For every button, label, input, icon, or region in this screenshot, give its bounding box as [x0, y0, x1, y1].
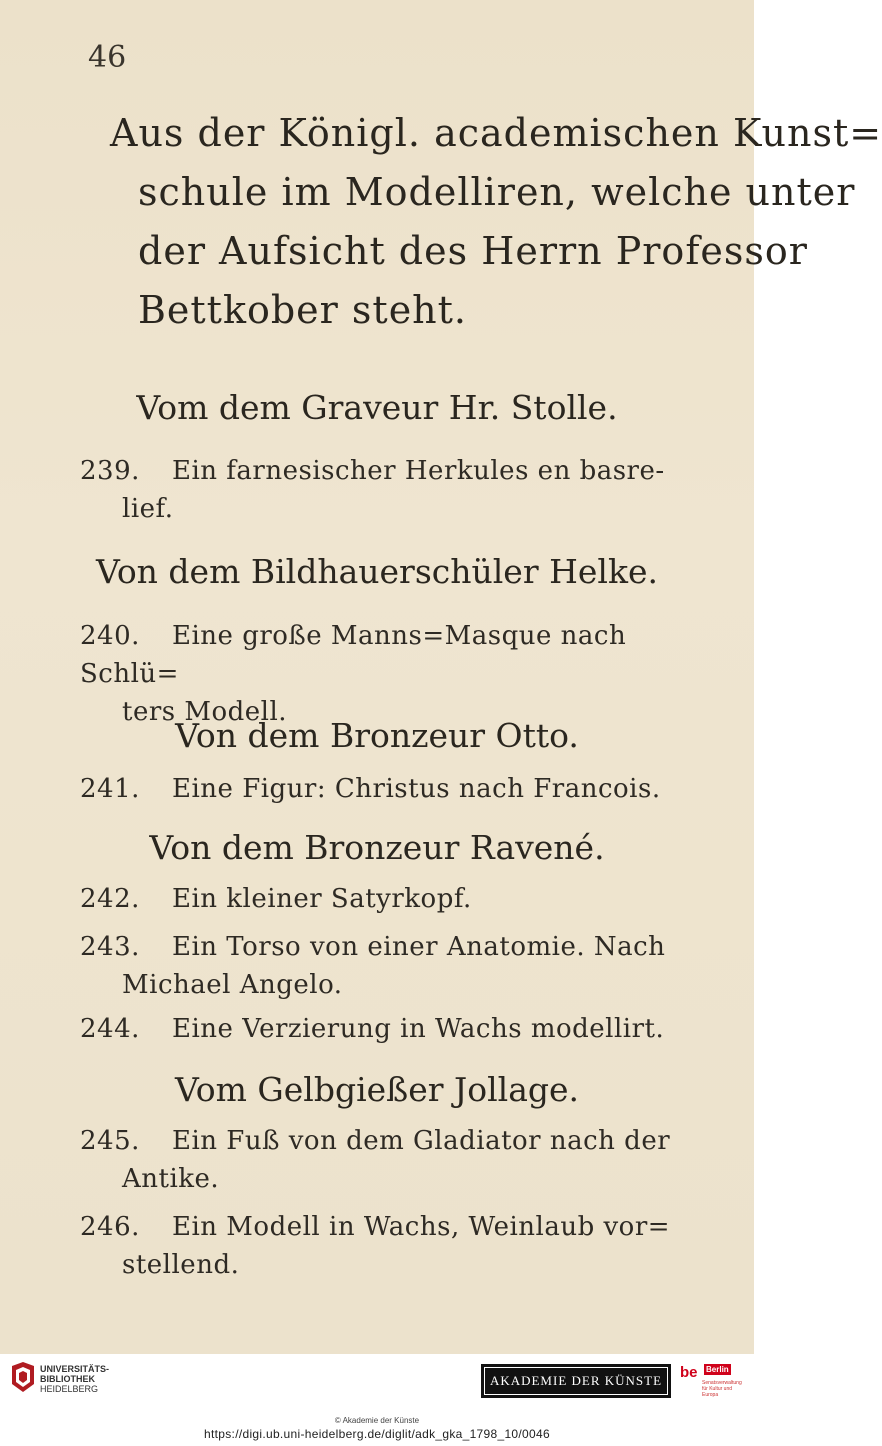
akademie-der-kuenste-logo[interactable]	[481, 1364, 671, 1398]
permalink-url[interactable]: https://digi.ub.uni-heidelberg.de/diglit/adk_gka_1798_10/0046	[204, 1427, 550, 1441]
entry-text: stellend.	[122, 1250, 240, 1280]
entry-text: Ein Modell in Wachs, Weinlaub vor=	[172, 1212, 671, 1242]
catalog-entry	[80, 617, 720, 731]
section-title: Von dem Bronzeur Ravené.	[149, 828, 605, 867]
adk-label: AKADEMIE DER KÜNSTE	[484, 1367, 668, 1395]
entry-number: 239.	[80, 456, 140, 486]
berlin-senate-text: Senatsverwaltung für Kultur und Europa	[702, 1380, 742, 1398]
ub-line: HEIDELBERG	[40, 1384, 99, 1394]
entry-text: Eine Verzierung in Wachs modellirt.	[172, 1014, 665, 1044]
heading-line: Bettkober steht.	[138, 288, 467, 332]
catalog-entry	[80, 1010, 720, 1048]
berlin-be-mark: be	[680, 1364, 698, 1381]
ub-heidelberg-logo-icon[interactable]	[10, 1362, 36, 1402]
entry-text: Antike.	[122, 1164, 220, 1194]
section-title: Von dem Bronzeur Otto.	[175, 716, 579, 755]
entry-number: 240.	[80, 621, 140, 651]
catalog-entry	[80, 452, 720, 528]
entry-text: Eine große Manns=Masque nach Schlü=	[80, 621, 627, 689]
catalog-entry	[80, 1122, 720, 1198]
entry-text: ters Modell.	[122, 697, 288, 727]
heading-line: schule im Modelliren, welche unter	[138, 170, 856, 214]
entry-number: 245.	[80, 1126, 140, 1156]
section-title: Von dem Bildhauerschüler Helke.	[96, 552, 658, 591]
ub-line: UNIVERSITÄTS-	[40, 1364, 110, 1374]
catalog-entry	[80, 1208, 720, 1284]
page-number: 46	[88, 40, 127, 75]
ub-heidelberg-label[interactable]	[40, 1364, 109, 1394]
entry-text: Ein farnesischer Herkules en basre-	[172, 456, 665, 486]
entry-number: 243.	[80, 932, 140, 962]
entry-number: 246.	[80, 1212, 140, 1242]
entry-text: Eine Figur: Christus nach Francois.	[172, 774, 661, 804]
berlin-senate-logo[interactable]	[680, 1362, 744, 1402]
berlin-tag: Berlin	[706, 1365, 729, 1374]
entry-text: Ein kleiner Satyrkopf.	[172, 884, 472, 914]
section-title: Vom dem Graveur Hr. Stolle.	[136, 388, 618, 427]
entry-text: Michael Angelo.	[122, 970, 343, 1000]
entry-text: lief.	[122, 494, 174, 524]
entry-number: 242.	[80, 884, 140, 914]
catalog-entry	[80, 928, 720, 1004]
page-heading	[110, 104, 882, 340]
entry-number: 244.	[80, 1014, 140, 1044]
entry-number: 241.	[80, 774, 140, 804]
entry-text: Ein Fuß von dem Gladiator nach der	[172, 1126, 671, 1156]
section-title: Vom Gelbgießer Jollage.	[174, 1070, 580, 1109]
heading-line: der Aufsicht des Herrn Professor	[138, 229, 808, 273]
catalog-entry	[80, 880, 720, 918]
heading-line: Aus der Königl. academischen Kunst=	[110, 111, 882, 155]
ub-line: BIBLIOTHEK	[40, 1374, 95, 1384]
copyright-notice: © Akademie der Künste	[334, 1416, 420, 1425]
viewer-footer	[0, 1354, 754, 1446]
entry-text: Ein Torso von einer Anatomie. Nach	[172, 932, 666, 962]
catalog-entry	[80, 770, 720, 808]
